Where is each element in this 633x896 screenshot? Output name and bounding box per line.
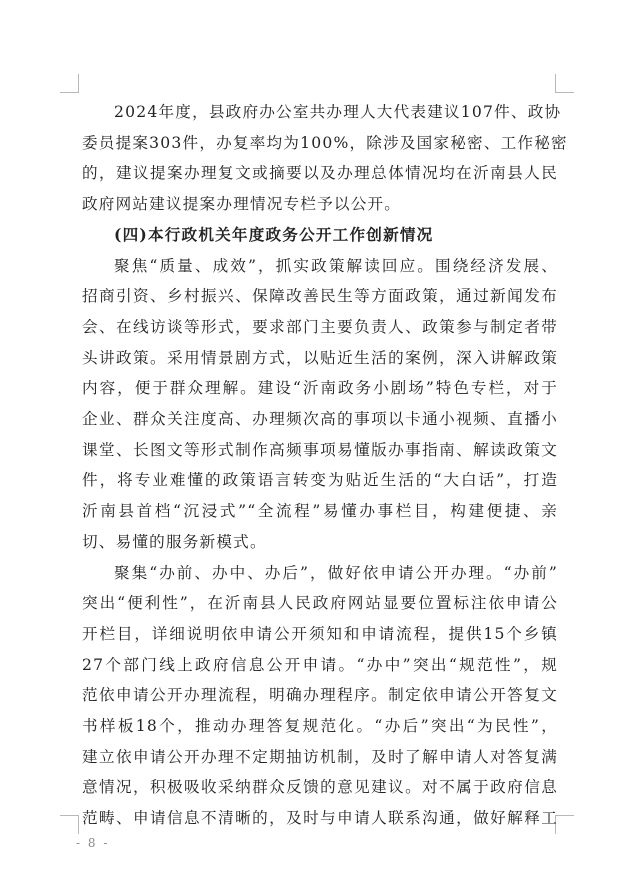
document-body [82, 97, 568, 834]
text-line: 内容，便于群众理解。建设“沂南政务小剧场”特色专栏，对于 [82, 379, 558, 398]
text-line: 的，建议提案办理复文或摘要以及办理总体情况均在沂南县人民 [82, 164, 558, 183]
text-line: 课堂、长图文等形式制作高频事项易懂版办事指南、解读政策文 [82, 440, 558, 459]
crop-mark-top-right [555, 74, 574, 93]
text-line: 意情况，积极吸收采纳群众反馈的意见建议。对不属于政府信息 [82, 778, 558, 797]
text-line: 企业、群众关注度高、办理频次高的事项以卡通小视频、直播小 [82, 410, 558, 429]
text-line: 委员提案303件，办复率均为100%，除涉及国家秘密、工作秘密 [82, 133, 568, 152]
text-line: 头讲政策。采用情景剧方式，以贴近生活的案例，深入讲解政策 [82, 348, 558, 367]
text-line: 切、易懂的服务新模式。 [82, 532, 267, 551]
crop-mark-bottom-left [60, 815, 79, 834]
text-line: 范依申请公开办理流程，明确办理程序。制定依申请公开答复文 [82, 686, 558, 705]
text-line: 沂南县首档“沉浸式”“全流程”易懂办事栏目，构建便捷、亲 [82, 502, 558, 521]
text-line: 范畴、申请信息不清晰的，及时与申请人联系沟通，做好解释工 [82, 809, 558, 828]
crop-mark-top-left [60, 74, 79, 93]
text-line: 突出“便利性”，在沂南县人民政府网站显要位置标注依申请公 [82, 594, 558, 613]
text-line: 招商引资、乡村振兴、保障改善民生等方面政策，通过新闻发布 [82, 287, 558, 306]
section-heading: (四)本行政机关年度政务公开工作创新情况 [114, 224, 434, 244]
text-line: 书样板18个，推动办理答复规范化。“办后”突出“为民性”， [82, 717, 558, 736]
page-number: - 8 - [76, 836, 110, 850]
text-line: 聚集“办前、办中、办后”，做好依申请公开办理。“办前” [114, 563, 558, 582]
text-line: 政府网站建议提案办理情况专栏予以公开。 [82, 195, 402, 214]
text-line: 2024年度，县政府办公室共办理人大代表建议107件、政协 [114, 103, 562, 121]
text-line: 27个部门线上政府信息公开申请。“办中”突出“规范性”，规 [82, 655, 558, 674]
text-line: 建立依申请公开办理不定期抽访机制，及时了解申请人对答复满 [82, 747, 558, 766]
text-line: 开栏目，详细说明依申请公开须知和申请流程，提供15个乡镇 [82, 624, 558, 643]
text-line: 聚焦“质量、成效”，抓实政策解读回应。围绕经济发展、 [114, 256, 558, 275]
text-line: 会、在线访谈等形式，要求部门主要负责人、政策参与制定者带 [82, 317, 558, 336]
text-line: 件，将专业难懂的政策语言转变为贴近生活的“大白话”，打造 [82, 471, 558, 490]
